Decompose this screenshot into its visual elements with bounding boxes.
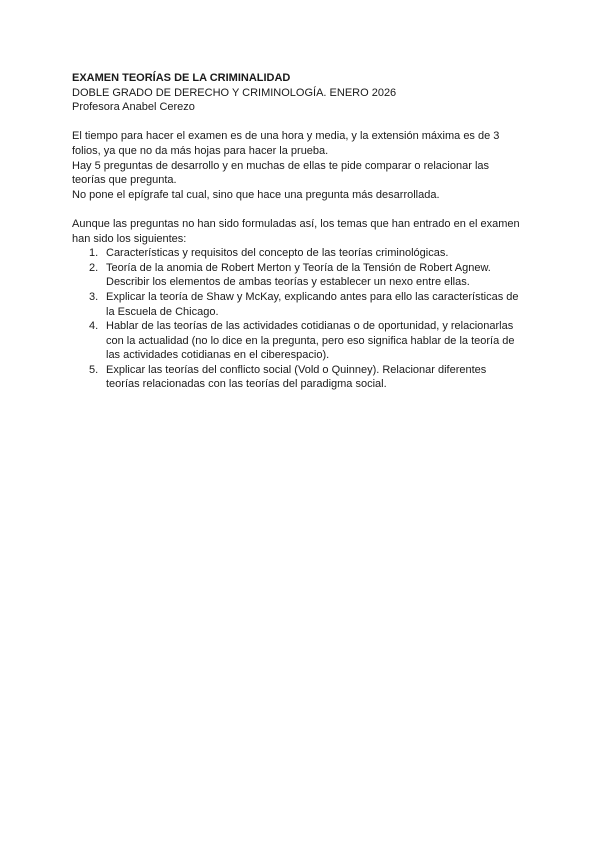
topic-number: 1. (89, 247, 99, 260)
topic-text: Características y requisitos del concepto de las teorías criminológicas. (106, 247, 449, 260)
intro-paragraph-3: No pone el epígrafe tal cual, sino que hace una pregunta más desarrollada. (72, 188, 440, 201)
spacer (72, 115, 520, 130)
topic-number: 5. (89, 363, 99, 376)
topic-item (72, 290, 520, 319)
topic-text: Hablar de las teorías de las actividades cotidianas o de oportunidad, y relacionarlas con la actualidad (no lo dice en la pregunta, pero eso significa hablar de la teoría de las actividades cotidianas en el ciberespacio). (106, 320, 515, 362)
topic-text: Explicar las teorías del conflicto social (Vold o Quinney). Relacionar diferentes teorías relacionadas con las teorías del paradigma social. (106, 363, 487, 391)
exam-subtitle: DOBLE GRADO DE DERECHO Y CRIMINOLOGÍA. ENERO 2026 (72, 86, 397, 99)
topics-list (72, 246, 520, 392)
teacher-name: Profesora Anabel Cerezo (72, 101, 195, 114)
topic-item (72, 246, 520, 261)
topic-item (72, 261, 520, 290)
topic-item (72, 319, 520, 363)
topic-number: 4. (89, 320, 99, 333)
topic-number: 2. (89, 261, 99, 274)
intro-paragraph-2: Hay 5 preguntas de desarrollo y en muchas de ellas te pide comparar o relacionar las teorías que pregunta. (72, 159, 490, 187)
exam-title: EXAMEN TEORÍAS DE LA CRIMINALIDAD (72, 72, 291, 84)
topics-intro: Aunque las preguntas no han sido formuladas así, los temas que han entrado en el examen han sido los siguientes: (72, 217, 520, 245)
topic-text: Explicar la teoría de Shaw y McKay, explicando antes para ello las características de la Escuela de Chicago. (106, 290, 519, 318)
topic-item (72, 363, 520, 392)
topic-number: 3. (89, 290, 99, 303)
spacer (72, 202, 520, 217)
topic-text: Teoría de la anomia de Robert Merton y Teoría de la Tensión de Robert Agnew. Describir los elementos de ambas teorías y establecer un nexo entre ellas. (106, 261, 491, 289)
intro-paragraph-1: El tiempo para hacer el examen es de una hora y media, y la extensión máxima es de 3 folios, ya que no da más hojas para hacer la prueba. (72, 130, 500, 157)
